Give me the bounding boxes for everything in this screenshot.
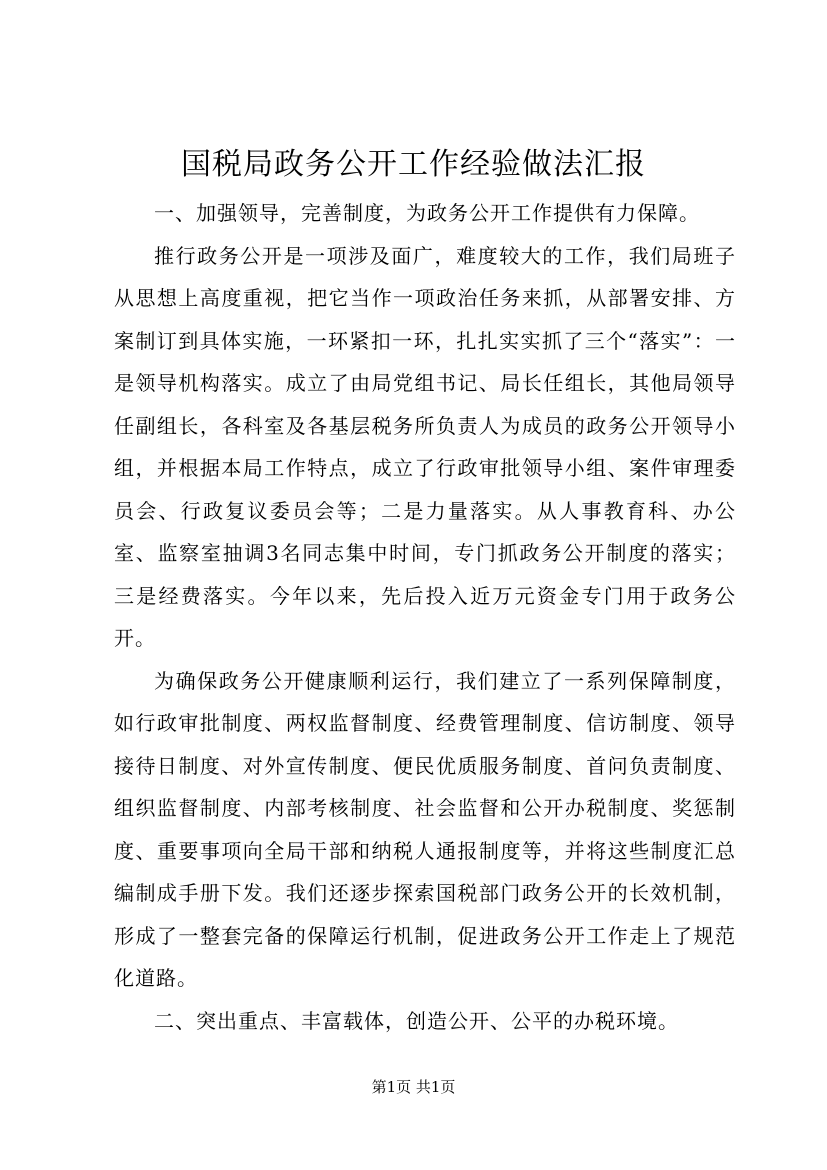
paragraph-2: 为确保政务公开健康顺利运行，我们建立了一系列保障制度，如行政审批制度、两权监督制度、经费管理制度、信访制度、领导接待日制度、对外宣传制度、便民优质服务制度、首问负责制度、组织监督制度、内部考核制度、社会监督和公开办税制度、奖惩制度、重要事项向全局干部和纳税人通报制度等，并将这些制度汇总编制成手册下发。我们还逐步探索国税部门政务公开的长效机制，形成了一整套完备的保障运行机制，促进政务公开工作走上了规范化道路。 — [114, 668, 736, 990]
document-body — [114, 192, 736, 1042]
section-heading-1: 一、加强领导，完善制度，为政务公开工作提供有力保障。 — [154, 201, 700, 225]
page-footer: 第1页 共1页 — [371, 1078, 456, 1096]
paragraph-1: 推行政务公开是一项涉及面广，难度较大的工作，我们局班子从思想上高度重视，把它当作一项政治任务来抓，从部署安排、方案制订到具体实施，一环紧扣一环，扎扎实实抓了三个“落实”：一是领导机构落实。成立了由局党组书记、局长任组长，其他局领导任副组长，各科室及各基层税务所负责人为成员的政务公开领导小组，并根据本局工作特点，成立了行政审批领导小组、案件审理委员会、行政复议委员会等；二是力量落实。从人事教育科、办公室、监察室抽调3名同志集中时间，专门抓政务公开制度的落实；三是经费落实。今年以来，先后投入近万元资金专门用于政务公开。 — [114, 243, 736, 650]
document-title: 国税局政务公开工作经验做法汇报 — [181, 147, 646, 182]
section-heading-2: 二、突出重点、丰富载体，创造公开、公平的办税环境。 — [154, 1008, 679, 1033]
